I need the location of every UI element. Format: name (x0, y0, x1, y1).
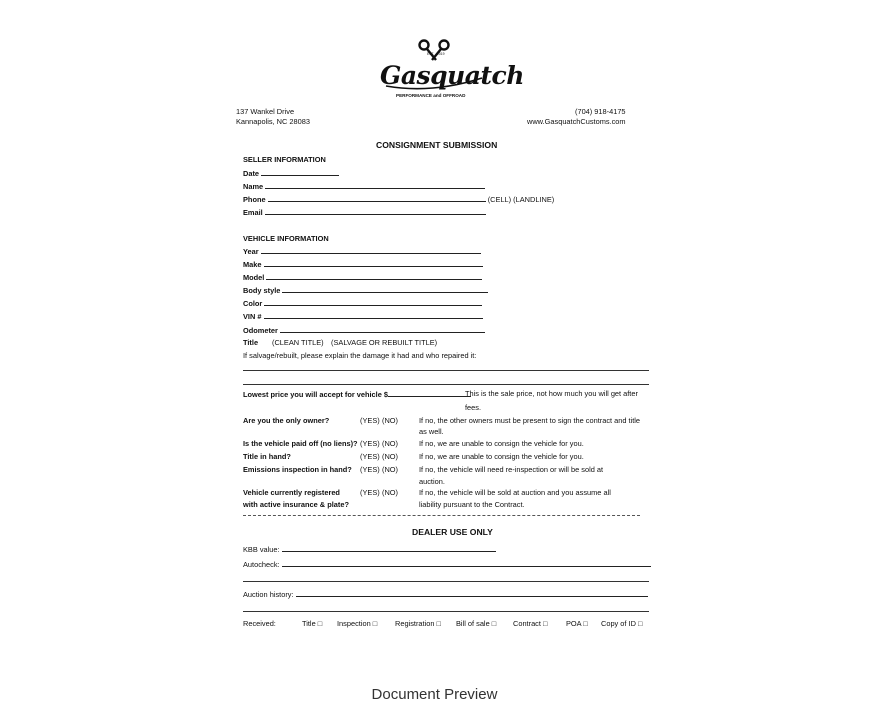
seller-date-row[interactable] (243, 168, 339, 178)
paid-off-no[interactable]: (NO) (382, 439, 399, 448)
check-inspection-label: Inspection (337, 619, 371, 628)
kbb-row[interactable] (243, 544, 496, 554)
logo-year: 2019 (437, 52, 445, 56)
paid-off-yes[interactable]: (YES) (360, 439, 380, 448)
title-status-row (243, 338, 258, 347)
autocheck-row[interactable] (243, 559, 651, 569)
email-label: Email (243, 208, 263, 217)
checkbox-icon[interactable]: □ (637, 619, 643, 628)
lowest-price-field[interactable] (388, 389, 471, 397)
check-title-label: Title (302, 619, 316, 628)
make-field[interactable] (264, 259, 483, 267)
odometer-label: Odometer (243, 326, 278, 335)
email-field[interactable] (265, 207, 486, 215)
logo-wordmark: Gasquatch (380, 61, 524, 90)
paid-off-note: If no, we are unable to consign the vehicle for you. (419, 439, 584, 448)
check-inspection[interactable] (337, 619, 377, 628)
check-title[interactable] (302, 619, 322, 628)
model-row[interactable] (243, 272, 482, 282)
question-registered: Vehicle currently registered (243, 488, 340, 497)
lowest-price-label: Lowest price you will accept for vehicle $ (243, 390, 388, 399)
date-label: Date (243, 169, 260, 178)
address-street: 137 Wankel Drive (236, 107, 295, 116)
kbb-label: KBB value: (243, 545, 280, 554)
phone-field[interactable] (268, 194, 486, 202)
address-website[interactable]: www.GasquatchCustoms.com (527, 117, 626, 126)
check-poa-label: POA (566, 619, 582, 628)
kbb-field[interactable] (282, 544, 496, 552)
check-contract[interactable] (513, 619, 547, 628)
check-registration-label: Registration (395, 619, 435, 628)
autocheck-label: Autocheck: (243, 560, 280, 569)
emissions-note: If no, the vehicle will need re-inspection or will be sold at (419, 465, 604, 474)
body-style-field[interactable] (282, 285, 488, 293)
lowest-price-note-2: fees. (465, 403, 482, 412)
seller-heading: SELLER INFORMATION (243, 155, 326, 164)
question-paid-off: Is the vehicle paid off (no liens)? (243, 439, 358, 448)
odometer-row[interactable] (243, 325, 485, 335)
autocheck-line-2[interactable] (243, 581, 649, 582)
title-clean-option[interactable]: (CLEAN TITLE) (272, 338, 324, 347)
model-field[interactable] (266, 272, 482, 280)
vin-label: VIN # (243, 312, 262, 321)
registered-yes[interactable]: (YES) (360, 488, 380, 497)
make-label: Make (243, 260, 262, 269)
checkbox-icon[interactable]: □ (372, 619, 378, 628)
title-in-hand-note: If no, we are unable to consign the vehicle for you. (419, 452, 584, 461)
name-field[interactable] (265, 181, 485, 189)
seller-email-row[interactable] (243, 207, 486, 217)
color-label: Color (243, 299, 263, 308)
question-emissions: Emissions inspection in hand? (243, 465, 352, 474)
body-style-label: Body style (243, 286, 281, 295)
model-label: Model (243, 273, 265, 282)
emissions-no[interactable]: (NO) (382, 465, 399, 474)
title-in-hand-no[interactable]: (NO) (382, 452, 399, 461)
title-salvage-option[interactable]: (SALVAGE OR REBUILT TITLE) (331, 338, 438, 347)
check-contract-label: Contract (513, 619, 541, 628)
salvage-line-2[interactable] (243, 384, 649, 385)
check-registration[interactable] (395, 619, 441, 628)
registered-no[interactable]: (NO) (382, 488, 399, 497)
only-owner-no[interactable]: (NO) (382, 416, 399, 425)
year-field[interactable] (261, 246, 481, 254)
registered-note: If no, the vehicle will be sold at auction and you assume all (419, 488, 611, 497)
seller-phone-row[interactable] (243, 194, 554, 204)
auction-row[interactable] (243, 589, 648, 599)
salvage-line-1[interactable] (243, 370, 649, 371)
registered-note-2: liability pursuant to the Contract. (419, 500, 525, 509)
checkbox-icon[interactable]: □ (583, 619, 588, 628)
lowest-price-note: This is the sale price, not how much you will get after (465, 389, 638, 398)
vin-field[interactable] (264, 311, 483, 319)
auction-line-2[interactable] (243, 611, 649, 612)
lowest-price-row[interactable] (243, 389, 471, 399)
body-style-row[interactable] (243, 285, 488, 295)
dealer-heading: DEALER USE ONLY (412, 527, 493, 537)
year-row[interactable] (243, 246, 481, 256)
only-owner-note: If no, the other owners must be present to sign the contract and title (419, 416, 641, 425)
checkbox-icon[interactable]: □ (543, 619, 548, 628)
question-registered-2: with active insurance & plate? (243, 500, 349, 509)
question-title-in-hand: Title in hand? (243, 452, 291, 461)
auction-field[interactable] (296, 589, 648, 597)
autocheck-field[interactable] (282, 559, 651, 567)
emissions-note-2: auction. (419, 477, 445, 486)
odometer-field[interactable] (280, 325, 485, 333)
make-row[interactable] (243, 259, 483, 269)
check-poa[interactable] (566, 619, 588, 628)
check-copy-of-id-label: Copy of ID (601, 619, 636, 628)
document-preview-caption: Document Preview (371, 686, 498, 703)
logo-est: EST. (427, 52, 435, 56)
color-field[interactable] (264, 298, 482, 306)
salvage-prompt: If salvage/rebuilt, please explain the damage it had and who repaired it: (243, 351, 477, 360)
checkbox-icon[interactable]: □ (436, 619, 441, 628)
check-bill-of-sale[interactable] (456, 619, 496, 628)
checkbox-icon[interactable]: □ (491, 619, 497, 628)
date-field[interactable] (261, 168, 339, 176)
phone-type-options[interactable]: (CELL) (LANDLINE) (487, 195, 555, 204)
vin-row[interactable] (243, 311, 483, 321)
crossed-pistons-icon (372, 38, 524, 102)
vehicle-heading: VEHICLE INFORMATION (243, 234, 329, 243)
auction-label: Auction history: (243, 590, 294, 599)
address-city: Kannapolis, NC 28083 (236, 117, 310, 126)
only-owner-yes[interactable]: (YES) (360, 416, 380, 425)
emissions-yes[interactable]: (YES) (360, 465, 380, 474)
year-label: Year (243, 247, 259, 256)
form-title: CONSIGNMENT SUBMISSION (376, 140, 498, 150)
check-copy-of-id[interactable] (601, 619, 642, 628)
check-bill-of-sale-label: Bill of sale (456, 619, 490, 628)
phone-label: Phone (243, 195, 266, 204)
title-label: Title (243, 338, 259, 347)
received-label: Received: (243, 619, 276, 628)
color-row[interactable] (243, 298, 482, 308)
seller-name-row[interactable] (243, 181, 485, 191)
checkbox-icon[interactable]: □ (317, 619, 323, 628)
logo-tagline: PERFORMANCE and OFFROAD (396, 93, 466, 98)
only-owner-note-2: as well. (419, 427, 444, 436)
address-phone: (704) 918-4175 (575, 107, 626, 116)
gasquatch-logo (372, 38, 524, 102)
title-in-hand-yes[interactable]: (YES) (360, 452, 380, 461)
cut-divider (243, 515, 640, 516)
name-label: Name (243, 182, 264, 191)
question-only-owner: Are you the only owner? (243, 416, 330, 425)
